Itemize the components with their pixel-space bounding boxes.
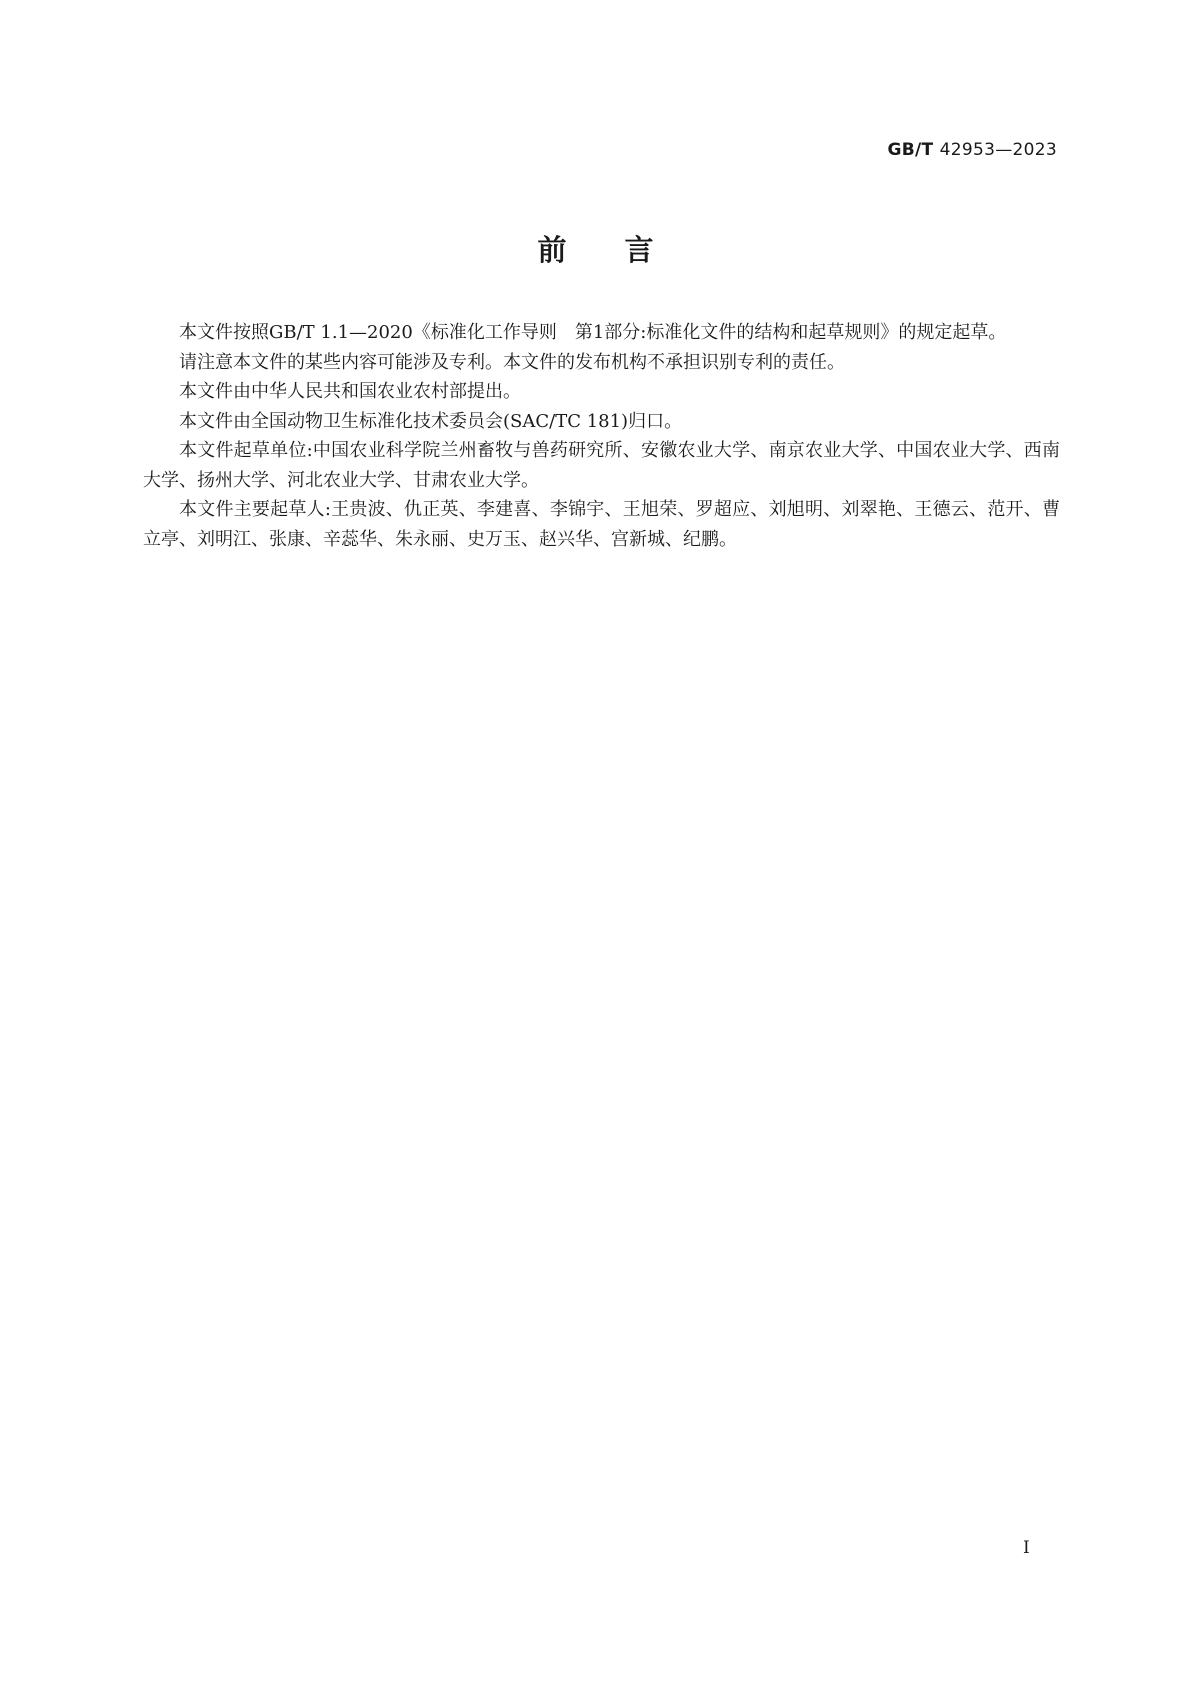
standard-code: GB/T bbox=[887, 140, 934, 160]
standard-number bbox=[888, 140, 1057, 160]
title-char-2: 言 bbox=[624, 233, 654, 267]
paragraph-proposer: 本文件由中华人民共和国农业农村部提出。 bbox=[179, 381, 521, 402]
paragraph-technical-committee: 本文件由全国动物卫生标准化技术委员会(SAC/TC 181)归口。 bbox=[179, 410, 683, 432]
foreword-body bbox=[143, 318, 1060, 554]
paragraph-drafters: 本文件主要起草人:王贵波、仇正英、李建喜、李锦宇、王旭荣、罗超应、刘旭明、刘翠艳、王德云、范开、曹立亭、刘明江、张康、辛蕊华、朱永丽、史万玉、赵兴华、宫新城、纪鹏。 bbox=[143, 499, 1060, 550]
title-char-1: 前 bbox=[537, 233, 567, 267]
paragraph-patent-notice: 请注意本文件的某些内容可能涉及专利。本文件的发布机构不承担识别专利的责任。 bbox=[179, 351, 845, 373]
paragraph-drafting-rules: 本文件按照GB/T 1.1—2020《标准化工作导则 第1部分:标准化文件的结构和起草规则》的规定起草。 bbox=[179, 322, 1007, 343]
paragraph-drafting-units: 本文件起草单位:中国农业科学院兰州畜牧与兽药研究所、安徽农业大学、南京农业大学、中国农业大学、西南大学、扬州大学、河北农业大学、甘肃农业大学。 bbox=[143, 440, 1060, 491]
standard-number-value: 42953—2023 bbox=[939, 140, 1057, 160]
page-title bbox=[0, 228, 1191, 269]
page-number: I bbox=[1023, 1538, 1030, 1558]
